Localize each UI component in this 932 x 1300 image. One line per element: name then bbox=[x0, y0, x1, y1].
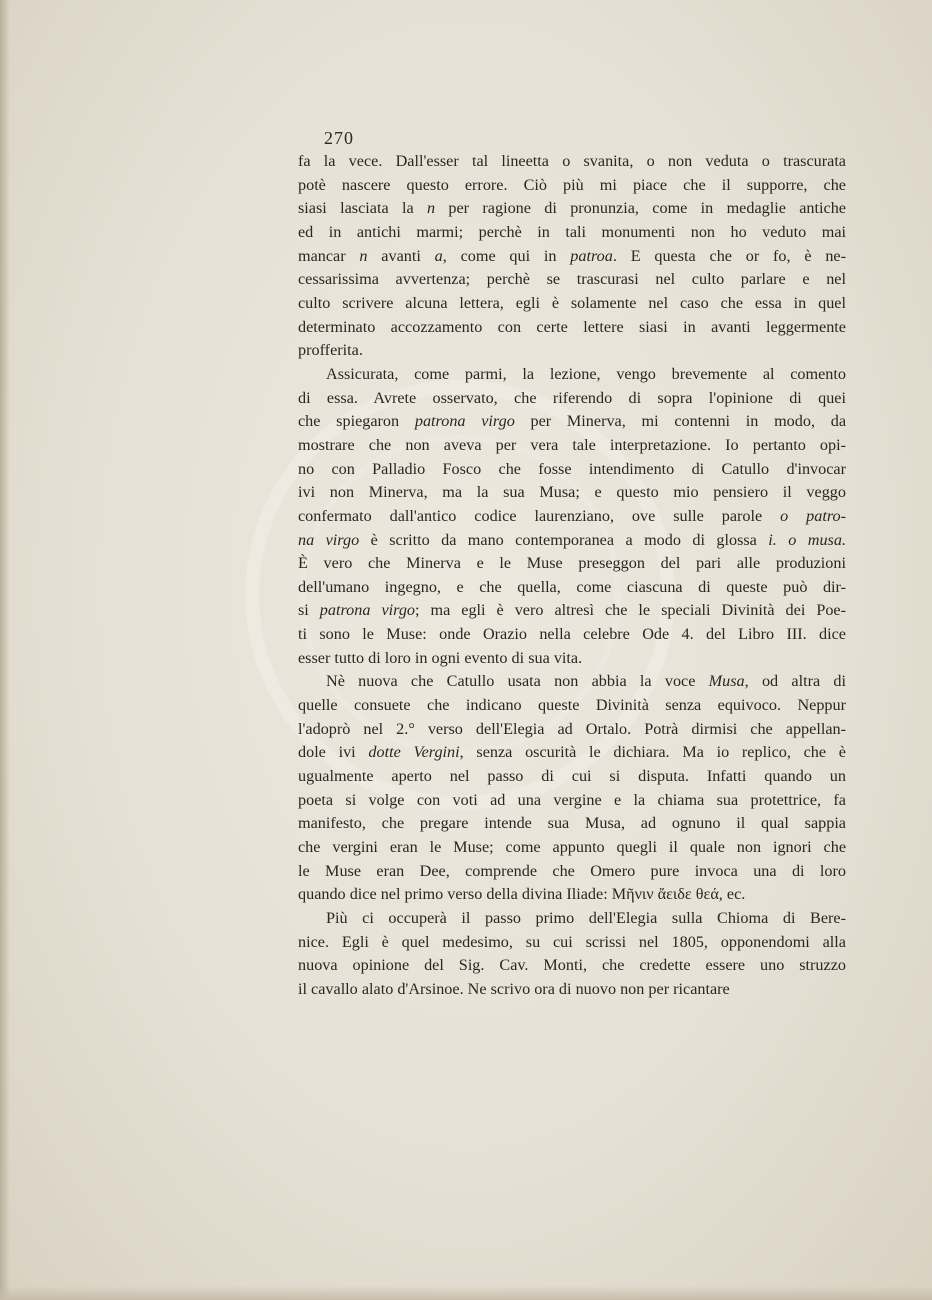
text-line: che spiegaron patrona virgo per Minerva, mi contenni in modo, da bbox=[298, 412, 846, 431]
text-line: esser tutto di loro in ogni evento di sua vita. bbox=[298, 648, 583, 667]
italic-text: patroa bbox=[570, 246, 613, 265]
text-line: quelle consuete che indicano queste Divinità senza equivoco. Neppur bbox=[298, 696, 846, 715]
text-line: di essa. Avrete osservato, che riferendo di sopra l'opinione di quei bbox=[298, 388, 846, 407]
italic-text: na virgo bbox=[298, 530, 360, 549]
text-line: ed in antichi marmi; perchè in tali monumenti non ho veduto mai bbox=[298, 222, 846, 241]
text-line: le Muse eran Dee, comprende che Omero pure invoca una di loro bbox=[298, 861, 846, 880]
text-line: È vero che Minerva e le Muse preseggon del pari alle produzioni bbox=[298, 554, 846, 573]
text-line: siasi lasciata la n per ragione di pronunzia, come in medaglie antiche bbox=[298, 199, 846, 218]
text-line: il cavallo alato d'Arsinoe. Ne scrivo ora di nuovo non per ricantare bbox=[298, 979, 730, 998]
text-line: determinato accozzamento con certe lettere siasi in avanti leggermente bbox=[298, 317, 846, 336]
text-line: dell'umano ingegno, e che quella, come ciascuna di queste può dir- bbox=[298, 577, 846, 596]
text-line: Più ci occuperà il passo primo dell'Elegia sulla Chioma di Bere- bbox=[326, 909, 846, 927]
italic-text: n bbox=[426, 199, 436, 218]
text-line: nuova opinione del Sig. Cav. Monti, che credette essere uno struzzo bbox=[298, 956, 846, 975]
paragraph bbox=[298, 907, 846, 1002]
italic-text: a bbox=[434, 246, 443, 265]
text-line: na virgo è scritto da mano contemporanea a modo di glossa i. o musa. bbox=[298, 530, 846, 549]
text-line: nice. Egli è quel medesimo, su cui scrissi nel 1805, opponendomi alla bbox=[298, 932, 846, 951]
text-line: ti sono le Muse: onde Orazio nella celebre Ode 4. del Libro III. dice bbox=[298, 625, 846, 644]
text-line: Nè nuova che Catullo usata non abbia la voce Musa, od altra di bbox=[326, 672, 846, 691]
italic-text: patrona virgo bbox=[319, 601, 416, 620]
text-line: potè nascere questo errore. Ciò più mi piace che il supporre, che bbox=[298, 175, 846, 194]
text-line: quando dice nel primo verso della divina Iliade: Μῆνιν ἄειδε θεά, ec. bbox=[298, 885, 746, 904]
text-line: l'adoprò nel 2.° verso dell'Elegia ad Ortalo. Potrà dirmisi che appellan- bbox=[298, 719, 846, 738]
italic-text: i. o musa. bbox=[768, 530, 846, 549]
text-line: culto scrivere alcuna lettera, egli è solamente nel caso che essa in quel bbox=[298, 293, 846, 312]
text-line: si patrona virgo; ma egli è vero altresì che le speciali Divinità dei Poe- bbox=[298, 601, 846, 620]
text-line: profferita. bbox=[298, 341, 363, 360]
body-text bbox=[298, 150, 846, 1002]
text-line: poeta si volge con voti ad una vergine e la chiama sua protettrice, fa bbox=[298, 790, 846, 809]
paragraph bbox=[298, 670, 846, 907]
text-line: cessarissima avvertenza; perchè se trascurasi nel culto parlare e nel bbox=[298, 270, 846, 289]
text-line: mostrare che non aveva per vera tale interpretazione. Io pertanto opi- bbox=[298, 435, 846, 454]
text-line: no con Palladio Fosco che fosse intendimento di Catullo d'invocar bbox=[298, 459, 846, 478]
text-line: fa la vece. Dall'esser tal lineetta o svanita, o non veduta o trascurata bbox=[298, 152, 846, 170]
text-line: ugualmente aperto nel passo di cui si disputa. Infatti quando un bbox=[298, 767, 846, 786]
text-line: Assicurata, come parmi, la lezione, vengo brevemente al comento bbox=[326, 364, 846, 383]
italic-text: o patro- bbox=[780, 506, 846, 525]
text-line: manifesto, che pregare intende sua Musa, ad ognuno il qual sappia bbox=[298, 814, 846, 833]
page-number: 270 bbox=[324, 128, 354, 148]
text-line: mancar n avanti a, come qui in patroa. E questa che or fo, è ne- bbox=[298, 246, 846, 265]
italic-text: dotte Vergini bbox=[368, 743, 460, 762]
italic-text: n bbox=[359, 246, 368, 265]
text-line: dole ivi dotte Vergini, senza oscurità le dichiara. Ma io replico, che è bbox=[298, 743, 846, 762]
page-edge-shadow bbox=[0, 0, 10, 1300]
paragraph bbox=[298, 150, 846, 363]
italic-text: patrona virgo bbox=[414, 412, 515, 431]
paragraph bbox=[298, 363, 846, 671]
text-line: ivi non Minerva, ma la sua Musa; e questo mio pensiero il veggo bbox=[298, 483, 846, 502]
text-line: che vergini eran le Muse; come appunto quegli il quale non ignori che bbox=[298, 838, 846, 857]
page-bottom-shadow bbox=[0, 1286, 932, 1300]
text-line: confermato dall'antico codice laurenziano, ove sulle parole o patro- bbox=[298, 506, 846, 525]
italic-text: Musa bbox=[708, 672, 745, 691]
